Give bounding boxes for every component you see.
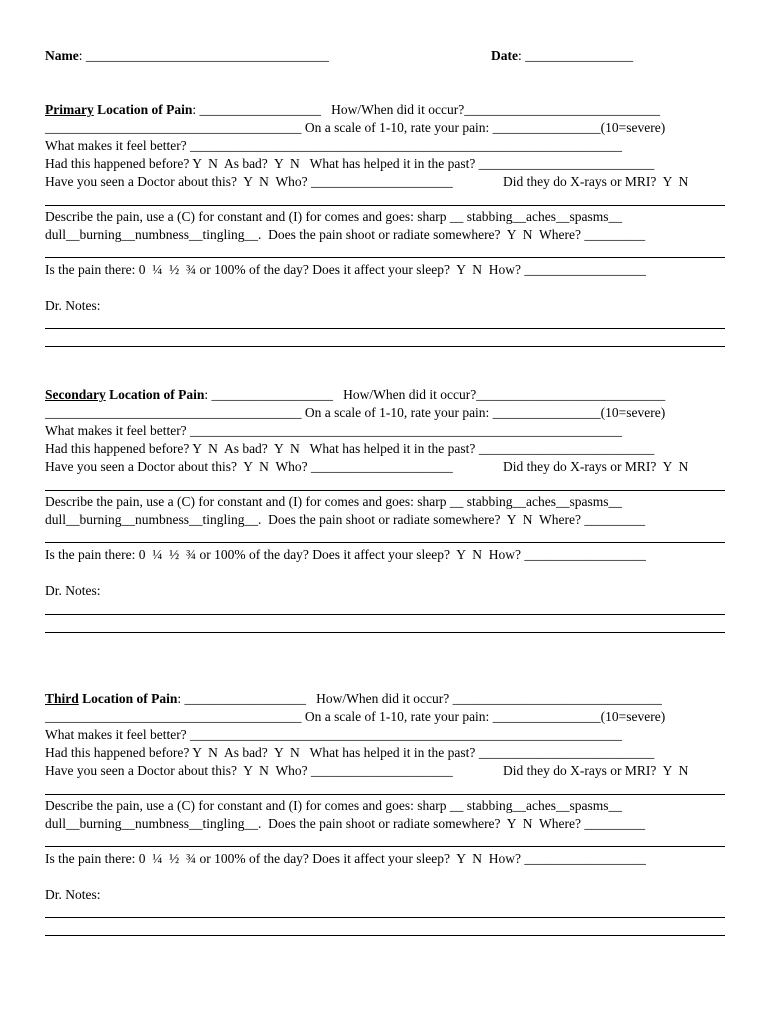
dr-notes-label: Dr. Notes: [45, 583, 101, 598]
notes-line[interactable] [45, 328, 725, 329]
divider-line [45, 490, 725, 491]
xray-mri-field[interactable]: Did they do X-rays or MRI? Y N [503, 763, 689, 778]
describe-pain-line-1[interactable]: Describe the pain, use a (C) for constant and (I) for comes and goes: sharp __ stabbing__aches__spasms__ [45, 209, 622, 224]
notes-line[interactable] [45, 935, 725, 936]
section-title-row [45, 690, 725, 708]
divider-line [45, 542, 725, 543]
happened-before-field[interactable]: Had this happened before? Y N As bad? Y N What has helped it in the past? __________________________ [45, 441, 655, 456]
describe-pain-line-2[interactable]: dull__burning__numbness__tingling__. Does the pain shoot or radiate somewhere? Y N Where? _________ [45, 816, 646, 831]
pain-scale-field[interactable]: On a scale of 1-10, rate your pain: ________________(10=severe) [304, 405, 666, 420]
xray-mri-field[interactable]: Did they do X-rays or MRI? Y N [503, 459, 689, 474]
section-title-word: Primary [45, 102, 94, 117]
happened-before-field[interactable]: Had this happened before? Y N As bad? Y N What has helped it in the past? __________________________ [45, 156, 655, 171]
feel-better-field[interactable]: What makes it feel better? ________________________________________________________________ [45, 727, 623, 742]
describe-pain-line-2[interactable]: dull__burning__numbness__tingling__. Does the pain shoot or radiate somewhere? Y N Where? _________ [45, 227, 646, 242]
divider-line [45, 846, 725, 847]
section-title-rest: Location of Pain [105, 387, 205, 402]
happened-before-field[interactable]: Had this happened before? Y N As bad? Y N What has helped it in the past? __________________________ [45, 745, 655, 760]
scale-row [45, 708, 725, 726]
feel-better-field[interactable]: What makes it feel better? ________________________________________________________________ [45, 423, 623, 438]
xray-mri-field[interactable]: Did they do X-rays or MRI? Y N [503, 174, 689, 189]
how-when-field[interactable]: How/When did it occur?____________________________ [343, 387, 666, 402]
section-title-word: Secondary [45, 387, 106, 402]
how-when-field[interactable]: How/When did it occur?_____________________________ [331, 102, 660, 117]
describe-pain-line-1[interactable]: Describe the pain, use a (C) for constant and (I) for comes and goes: sharp __ stabbing__aches__spasms__ [45, 798, 622, 813]
notes-line[interactable] [45, 917, 725, 918]
dr-notes-label: Dr. Notes: [45, 298, 101, 313]
occur-blank[interactable]: ______________________________________ [45, 120, 305, 135]
scale-row [45, 119, 725, 137]
section-title-row [45, 386, 725, 404]
feel-better-field[interactable]: What makes it feel better? ________________________________________________________________ [45, 138, 623, 153]
describe-pain-line-1[interactable]: Describe the pain, use a (C) for constant and (I) for comes and goes: sharp __ stabbing__aches__spasms__ [45, 494, 622, 509]
occur-blank[interactable]: ______________________________________ [45, 709, 305, 724]
doctor-seen-field[interactable]: Have you seen a Doctor about this? Y N Who? _____________________ [45, 174, 453, 189]
notes-line[interactable] [45, 632, 725, 633]
section-title-word: Third [45, 691, 79, 706]
date-blank: : ________________ [518, 48, 634, 63]
location-blank[interactable]: : __________________ [204, 387, 344, 402]
divider-line [45, 794, 725, 795]
pain-scale-field[interactable]: On a scale of 1-10, rate your pain: ________________(10=severe) [304, 120, 666, 135]
pain-frequency-field[interactable]: Is the pain there: 0 ¼ ½ ¾ or 100% of the day? Does it affect your sleep? Y N How? __________________ [45, 547, 646, 562]
date-label: Date [491, 48, 518, 63]
section-title-rest: Location of Pain [93, 102, 193, 117]
dr-notes-label: Dr. Notes: [45, 887, 101, 902]
occur-blank[interactable]: ______________________________________ [45, 405, 305, 420]
location-blank[interactable]: : __________________ [192, 102, 332, 117]
section-title-rest: Location of Pain [78, 691, 178, 706]
divider-line [45, 205, 725, 206]
name-field[interactable] [45, 47, 329, 65]
scale-row [45, 404, 725, 422]
doctor-seen-field[interactable]: Have you seen a Doctor about this? Y N Who? _____________________ [45, 763, 453, 778]
name-label: Name [45, 48, 79, 63]
name-blank: : ____________________________________ [78, 48, 329, 63]
section-title-row [45, 101, 725, 119]
describe-pain-line-2[interactable]: dull__burning__numbness__tingling__. Does the pain shoot or radiate somewhere? Y N Where? _________ [45, 512, 646, 527]
pain-frequency-field[interactable]: Is the pain there: 0 ¼ ½ ¾ or 100% of the day? Does it affect your sleep? Y N How? __________________ [45, 851, 646, 866]
divider-line [45, 257, 725, 258]
date-field[interactable] [491, 47, 633, 65]
doctor-seen-field[interactable]: Have you seen a Doctor about this? Y N Who? _____________________ [45, 459, 453, 474]
pain-scale-field[interactable]: On a scale of 1-10, rate your pain: ________________(10=severe) [304, 709, 666, 724]
notes-line[interactable] [45, 614, 725, 615]
notes-line[interactable] [45, 346, 725, 347]
pain-frequency-field[interactable]: Is the pain there: 0 ¼ ½ ¾ or 100% of the day? Does it affect your sleep? Y N How? __________________ [45, 262, 646, 277]
location-blank[interactable]: : __________________ [177, 691, 317, 706]
how-when-field[interactable]: How/When did it occur? _______________________________ [316, 691, 662, 706]
